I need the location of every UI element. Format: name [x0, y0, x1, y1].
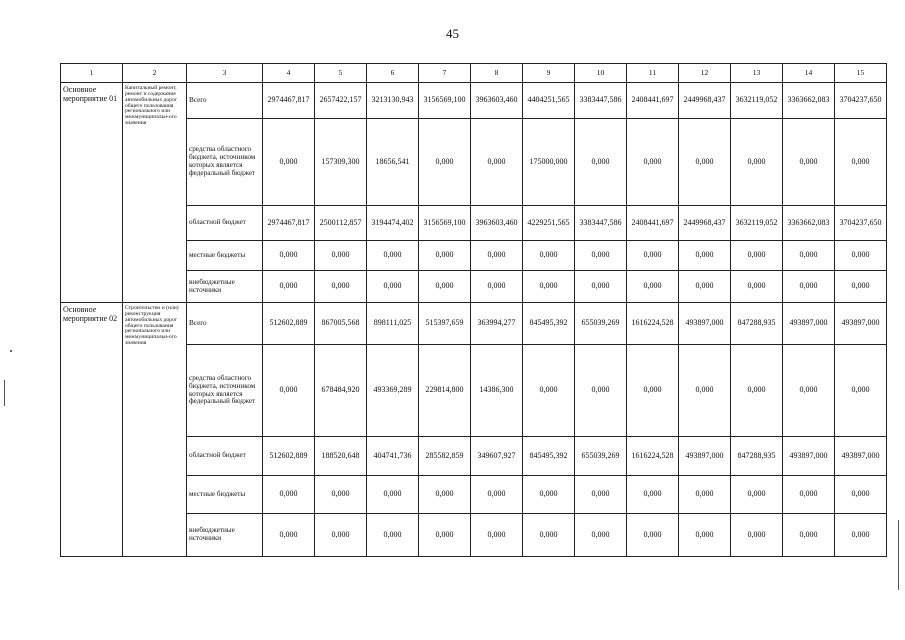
col-header: 15 [835, 64, 887, 83]
value-cell: 867005,568 [315, 303, 367, 345]
value-cell: 0,000 [575, 271, 627, 303]
value-cell: 0,000 [471, 119, 523, 206]
value-cell: 0,000 [627, 514, 679, 557]
value-cell: 0,000 [315, 271, 367, 303]
value-cell: 0,000 [367, 241, 419, 271]
value-cell: 0,000 [263, 119, 315, 206]
value-cell: 493897,000 [783, 437, 835, 476]
value-cell: 229814,800 [419, 345, 471, 437]
value-cell: 18656,541 [367, 119, 419, 206]
value-cell: 898111,025 [367, 303, 419, 345]
value-cell: 0,000 [315, 241, 367, 271]
value-cell: 4404251,565 [523, 83, 575, 119]
value-cell: 845495,392 [523, 303, 575, 345]
value-cell: 2974467,817 [263, 206, 315, 241]
value-cell: 2408441,697 [627, 83, 679, 119]
value-cell: 0,000 [835, 119, 887, 206]
value-cell: 0,000 [731, 345, 783, 437]
col-header: 8 [471, 64, 523, 83]
value-cell: 655039,269 [575, 437, 627, 476]
value-cell: 0,000 [783, 271, 835, 303]
value-cell: 2974467,817 [263, 83, 315, 119]
col-header: 1 [61, 64, 123, 83]
col-header: 10 [575, 64, 627, 83]
value-cell: 845495,392 [523, 437, 575, 476]
value-cell: 3363662,083 [783, 206, 835, 241]
funding-source: внебюджетные источники [187, 514, 263, 557]
value-cell: 0,000 [731, 271, 783, 303]
value-cell: 0,000 [263, 241, 315, 271]
value-cell: 2657422,157 [315, 83, 367, 119]
value-cell: 0,000 [419, 271, 471, 303]
value-cell: 0,000 [783, 119, 835, 206]
value-cell: 1616224,528 [627, 437, 679, 476]
measures-body [61, 83, 887, 557]
value-cell: 0,000 [315, 476, 367, 514]
value-cell: 0,000 [419, 119, 471, 206]
value-cell: 0,000 [679, 514, 731, 557]
value-cell: 3194474,402 [367, 206, 419, 241]
value-cell: 0,000 [315, 514, 367, 557]
col-header: 11 [627, 64, 679, 83]
value-cell: 0,000 [835, 241, 887, 271]
value-cell: 3213130,943 [367, 83, 419, 119]
measure-name: Основное мероприятие 02 [61, 303, 123, 557]
funding-source: областной бюджет [187, 206, 263, 241]
value-cell: 493897,000 [783, 303, 835, 345]
value-cell: 3363662,083 [783, 83, 835, 119]
value-cell: 0,000 [419, 514, 471, 557]
value-cell: 2500112,857 [315, 206, 367, 241]
scan-dot [10, 350, 12, 352]
value-cell: 0,000 [835, 271, 887, 303]
value-cell: 0,000 [263, 514, 315, 557]
value-cell: 404741,736 [367, 437, 419, 476]
value-cell: 188520,648 [315, 437, 367, 476]
funding-source: местные бюджеты [187, 241, 263, 271]
value-cell: 493897,000 [679, 437, 731, 476]
col-header: 3 [187, 64, 263, 83]
value-cell: 0,000 [523, 476, 575, 514]
value-cell: 3963603,460 [471, 83, 523, 119]
col-header: 12 [679, 64, 731, 83]
value-cell: 0,000 [835, 514, 887, 557]
value-cell: 3963603,460 [471, 206, 523, 241]
col-header: 4 [263, 64, 315, 83]
value-cell: 0,000 [575, 514, 627, 557]
value-cell: 0,000 [783, 345, 835, 437]
value-cell: 0,000 [523, 241, 575, 271]
value-cell: 0,000 [471, 514, 523, 557]
value-cell: 14386,300 [471, 345, 523, 437]
value-cell: 0,000 [575, 476, 627, 514]
value-cell: 512602,889 [263, 303, 315, 345]
col-header: 13 [731, 64, 783, 83]
value-cell: 3704237,650 [835, 83, 887, 119]
value-cell: 0,000 [835, 476, 887, 514]
measure-name: Основное мероприятие 01 [61, 83, 123, 303]
value-cell: 0,000 [679, 345, 731, 437]
measure-title: Строительство и (или) реконструкция автомобильных дорог общего пользования регионального или межмуниципальн-ого значения [123, 303, 187, 557]
scan-artifact-right [898, 520, 899, 590]
budget-table [60, 63, 887, 557]
value-cell: 847288,935 [731, 437, 783, 476]
col-header: 5 [315, 64, 367, 83]
value-cell: 0,000 [731, 119, 783, 206]
value-cell: 0,000 [263, 271, 315, 303]
value-cell: 0,000 [783, 241, 835, 271]
page-number: 45 [446, 26, 459, 41]
value-cell: 0,000 [627, 345, 679, 437]
value-cell: 0,000 [575, 119, 627, 206]
value-cell: 2449968,437 [679, 83, 731, 119]
value-cell: 0,000 [627, 241, 679, 271]
value-cell: 0,000 [523, 271, 575, 303]
value-cell: 515397,659 [419, 303, 471, 345]
value-cell: 3632119,052 [731, 83, 783, 119]
value-cell: 3383447,586 [575, 206, 627, 241]
value-cell: 0,000 [523, 345, 575, 437]
col-header: 2 [123, 64, 187, 83]
value-cell: 0,000 [731, 514, 783, 557]
value-cell: 157309,300 [315, 119, 367, 206]
funding-source: Всего [187, 83, 263, 119]
value-cell: 0,000 [367, 514, 419, 557]
value-cell: 2449968,437 [679, 206, 731, 241]
value-cell: 0,000 [679, 119, 731, 206]
value-cell: 0,000 [731, 241, 783, 271]
value-cell: 493897,000 [835, 437, 887, 476]
value-cell: 0,000 [627, 476, 679, 514]
value-cell: 0,000 [731, 476, 783, 514]
value-cell: 0,000 [627, 119, 679, 206]
value-cell: 0,000 [679, 271, 731, 303]
value-cell: 1616224,528 [627, 303, 679, 345]
funding-source: средства областного бюджета, источником которых является федеральный бюджет [187, 119, 263, 206]
value-cell: 0,000 [679, 241, 731, 271]
scan-artifact-left [4, 380, 5, 406]
column-number-row [61, 64, 887, 83]
funding-source: средства областного бюджета, источником которых является федеральный бюджет [187, 345, 263, 437]
value-cell: 175000,000 [523, 119, 575, 206]
value-cell: 0,000 [835, 345, 887, 437]
value-cell: 3704237,650 [835, 206, 887, 241]
value-cell: 2408441,697 [627, 206, 679, 241]
value-cell: 493897,000 [835, 303, 887, 345]
col-header: 6 [367, 64, 419, 83]
value-cell: 349607,927 [471, 437, 523, 476]
value-cell: 0,000 [783, 476, 835, 514]
col-header: 14 [783, 64, 835, 83]
value-cell: 0,000 [263, 476, 315, 514]
funding-source: Всего [187, 303, 263, 345]
value-cell: 0,000 [367, 476, 419, 514]
value-cell: 655039,269 [575, 303, 627, 345]
value-cell: 678484,920 [315, 345, 367, 437]
col-header: 7 [419, 64, 471, 83]
value-cell: 285582,859 [419, 437, 471, 476]
value-cell: 0,000 [419, 476, 471, 514]
measure-title: Капитальный ремонт, ремонт и содержание автомобильных дорог общего пользования регионального или межмуниципальн-ого значения [123, 83, 187, 303]
value-cell: 3156569,100 [419, 83, 471, 119]
value-cell: 3383447,586 [575, 83, 627, 119]
table-row [61, 83, 887, 119]
value-cell: 0,000 [523, 514, 575, 557]
value-cell: 3632119,052 [731, 206, 783, 241]
value-cell: 512602,889 [263, 437, 315, 476]
value-cell: 0,000 [575, 241, 627, 271]
value-cell: 0,000 [419, 241, 471, 271]
value-cell: 0,000 [783, 514, 835, 557]
value-cell: 363994,277 [471, 303, 523, 345]
value-cell: 0,000 [575, 345, 627, 437]
value-cell: 847288,935 [731, 303, 783, 345]
value-cell: 0,000 [263, 345, 315, 437]
value-cell: 0,000 [367, 271, 419, 303]
funding-source: внебюджетные источники [187, 271, 263, 303]
value-cell: 0,000 [471, 271, 523, 303]
funding-source: областной бюджет [187, 437, 263, 476]
value-cell: 3156569,100 [419, 206, 471, 241]
value-cell: 0,000 [627, 271, 679, 303]
value-cell: 493897,000 [679, 303, 731, 345]
value-cell: 493369,289 [367, 345, 419, 437]
table-row [61, 303, 887, 345]
value-cell: 0,000 [679, 476, 731, 514]
value-cell: 0,000 [471, 241, 523, 271]
col-header: 9 [523, 64, 575, 83]
value-cell: 4229251,565 [523, 206, 575, 241]
value-cell: 0,000 [471, 476, 523, 514]
funding-source: местные бюджеты [187, 476, 263, 514]
